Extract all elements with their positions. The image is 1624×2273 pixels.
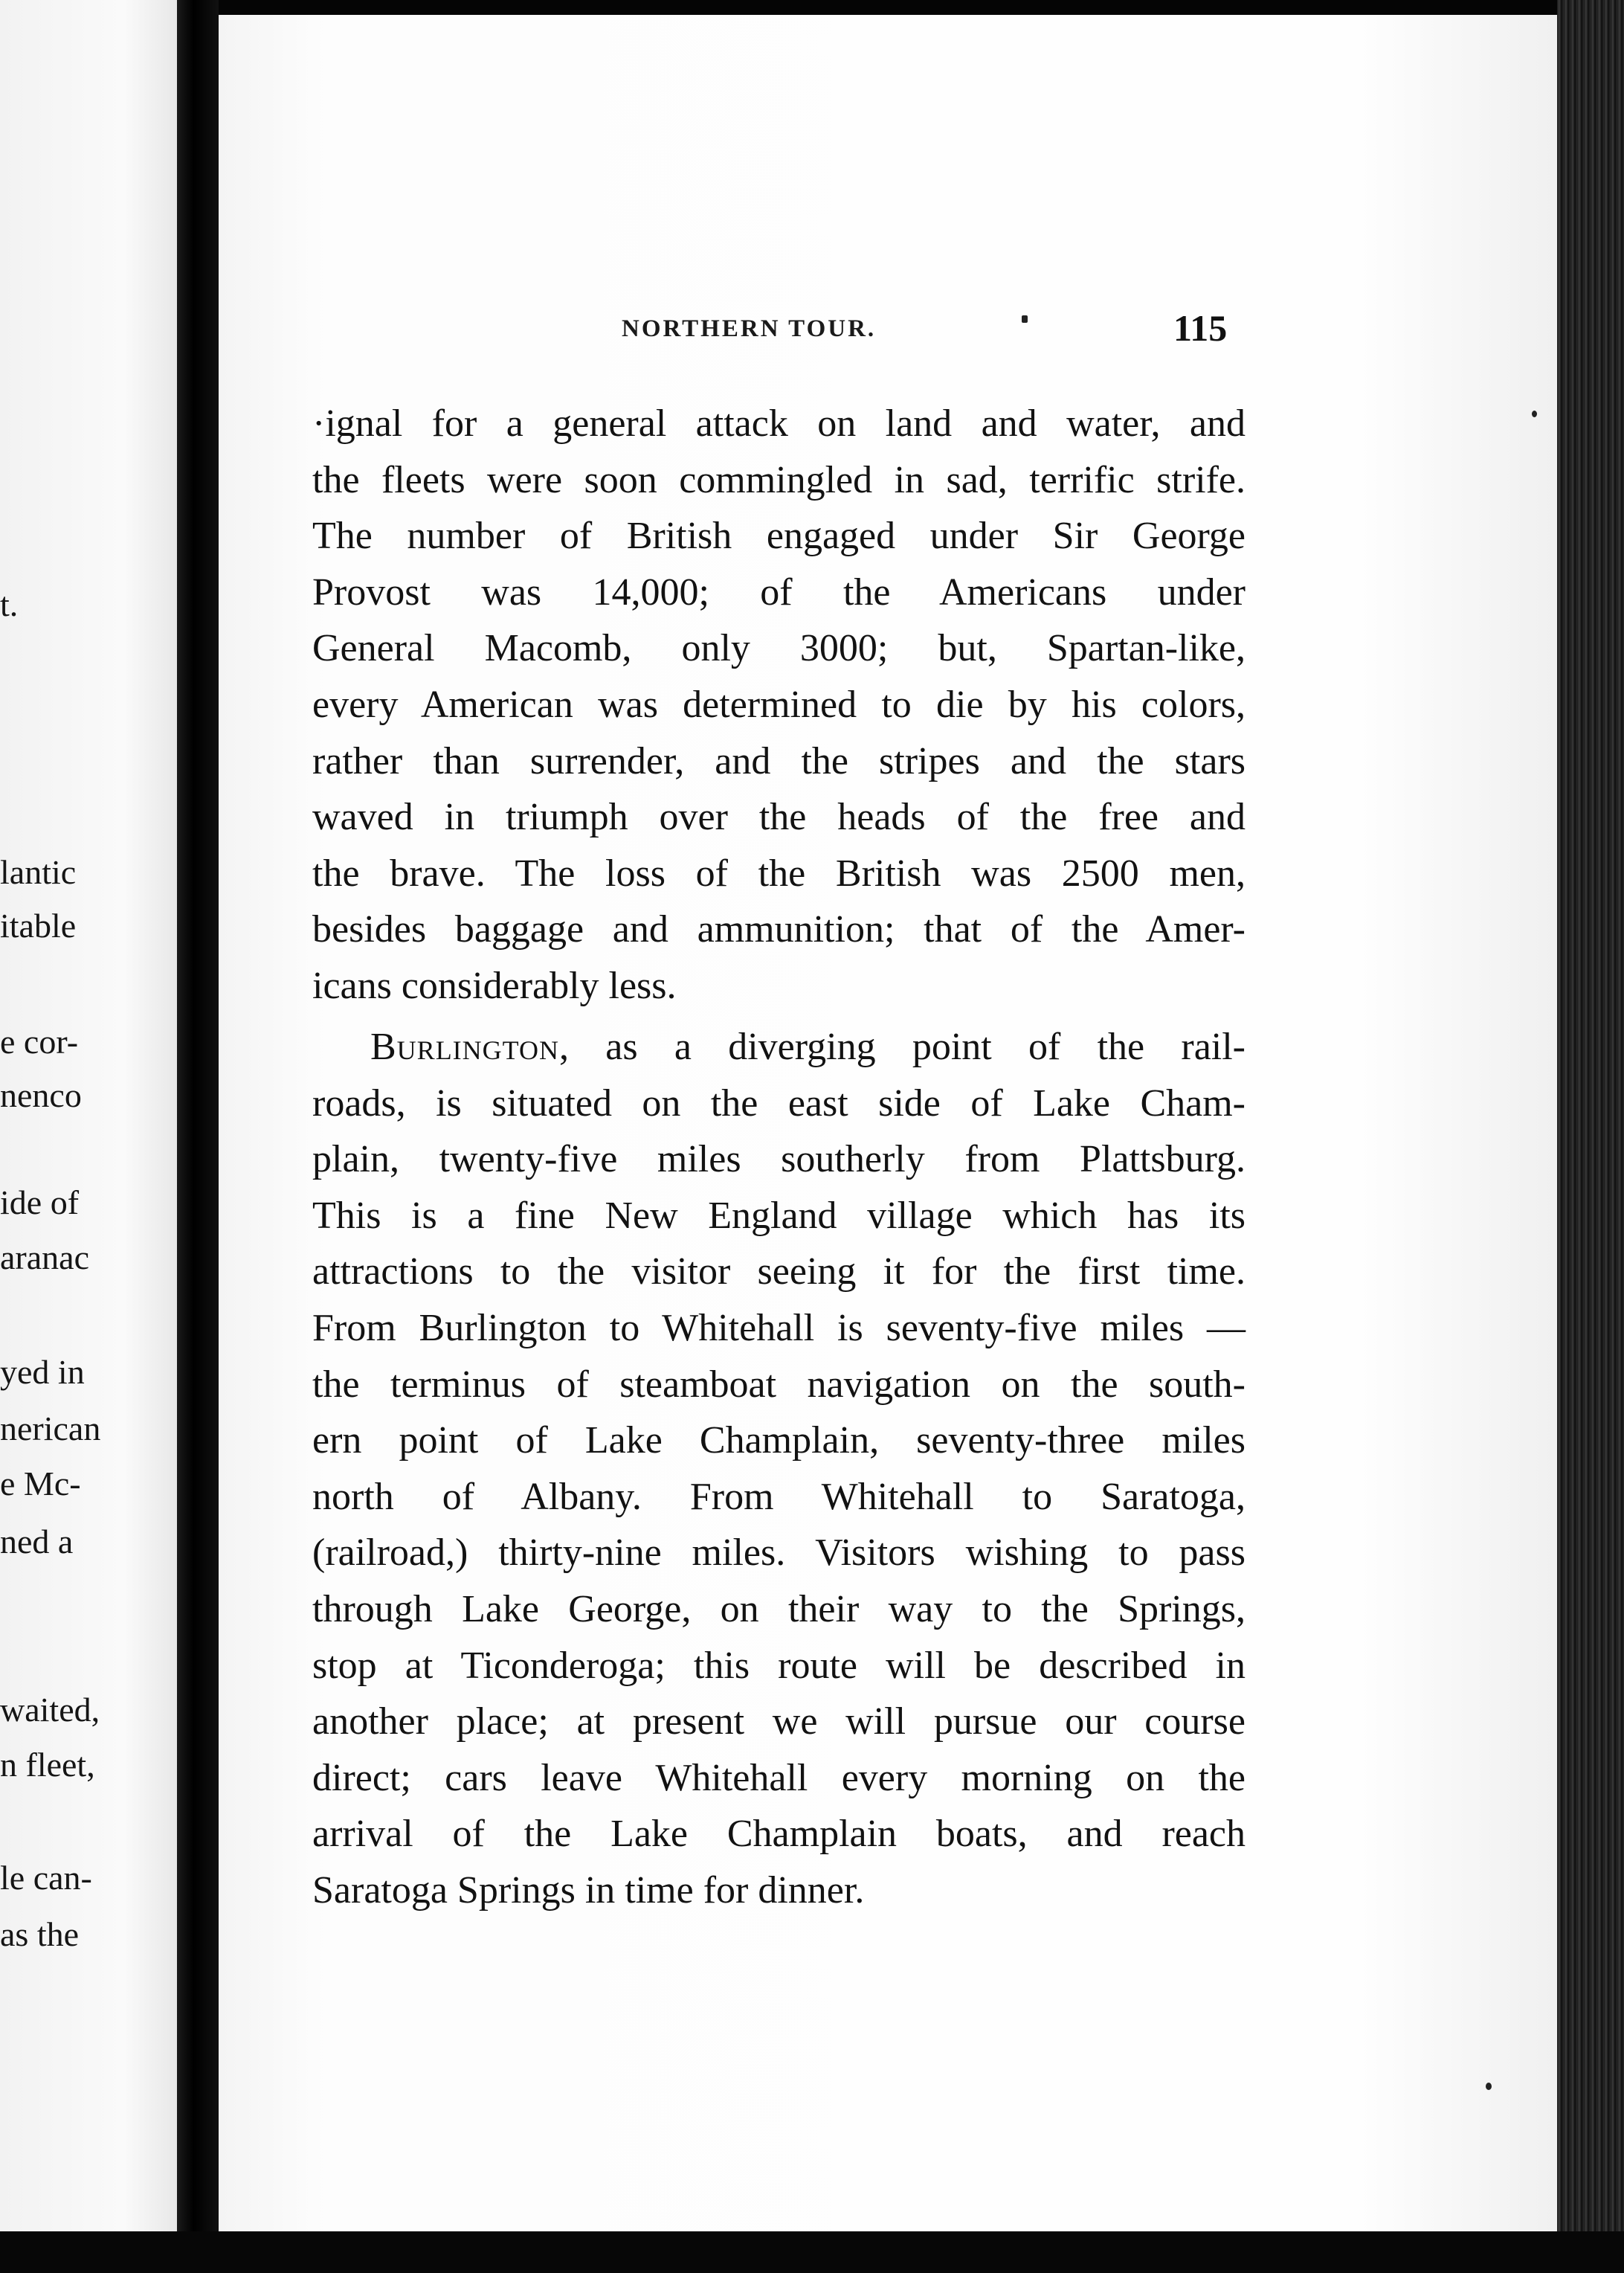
text-line: This is a fine New England village which has its xyxy=(312,1194,1246,1237)
left-fragment: nerican xyxy=(0,1409,101,1447)
text-line: besides baggage and ammunition; that of the Amer- xyxy=(312,908,1246,951)
text-line: the brave. The loss of the British was 2500 men, xyxy=(312,852,1246,895)
text-line: waved in triumph over the heads of the free and xyxy=(312,796,1246,839)
paragraph-1 xyxy=(312,396,1246,1015)
text-line: roads, is situated on the east side of Lake Cham- xyxy=(312,1081,1246,1125)
text-line: plain, twenty-five miles southerly from Plattsburg. xyxy=(312,1138,1246,1181)
left-fragment: ide of xyxy=(0,1183,80,1221)
text-line: every American was determined to die by his colors, xyxy=(312,683,1246,726)
text-line: arrival of the Lake Champlain boats, and reach xyxy=(312,1813,1246,1856)
lead-word-burlington: Burlington xyxy=(370,1026,560,1068)
text-line: Provost was 14,000; of the Americans under xyxy=(312,570,1246,614)
left-fragment: nenco xyxy=(0,1076,82,1114)
running-head: NORTHERN TOUR. xyxy=(622,315,877,342)
left-fragment: t. xyxy=(0,585,19,623)
ink-speck xyxy=(1486,2083,1492,2090)
ink-speck xyxy=(1022,315,1028,323)
paragraph-2 xyxy=(312,1019,1246,1919)
text-line: north of Albany. From Whitehall to Saratoga, xyxy=(312,1475,1246,1518)
text-line: The number of British engaged under Sir George xyxy=(312,515,1246,558)
left-fragment: n fleet, xyxy=(0,1746,95,1784)
text-line xyxy=(312,1019,1246,1076)
book-gutter xyxy=(177,0,219,2273)
left-fragment: itable xyxy=(0,907,77,945)
text-line: through Lake George, on their way to the Springs, xyxy=(312,1587,1246,1630)
lead-line-rest: , as a diverging point of the rail- xyxy=(559,1026,1246,1068)
text-line: the terminus of steamboat navigation on the south- xyxy=(312,1363,1246,1406)
text-line: ern point of Lake Champlain, seventy-three miles xyxy=(312,1419,1246,1462)
text-line: General Macomb, only 3000; but, Spartan-like, xyxy=(312,627,1246,670)
text-line: stop at Ticonderoga; this route will be described in xyxy=(312,1644,1246,1687)
left-fragment: ned a xyxy=(0,1523,74,1560)
text-line: rather than surrender, and the stripes and the stars xyxy=(312,739,1246,782)
left-fragment: le can- xyxy=(0,1859,92,1897)
left-fragment: waited, xyxy=(0,1691,100,1729)
text-line: direct; cars leave Whitehall every morning on the xyxy=(312,1756,1246,1799)
text-line: attractions to the visitor seeing it for the first time. xyxy=(312,1250,1246,1293)
text-line: the fleets were soon commingled in sad, terrific strife. xyxy=(312,458,1246,501)
scan-bottom-band xyxy=(0,2231,1624,2273)
page-block-edge xyxy=(1557,0,1624,2273)
page-number: 115 xyxy=(1173,307,1228,349)
left-fragment: e Mc- xyxy=(0,1465,81,1502)
left-fragment: lantic xyxy=(0,853,77,891)
text-line: (railroad,) thirty-nine miles. Visitors wishing to pass xyxy=(312,1531,1246,1575)
text-line: Saratoga Springs in time for dinner. xyxy=(312,1868,865,1912)
text-line: icans considerably less. xyxy=(312,964,677,1007)
text-line: another place; at present we will pursue our course xyxy=(312,1700,1246,1743)
text-line: ·ignal for a general attack on land and water, and xyxy=(312,402,1246,445)
left-fragment: yed in xyxy=(0,1353,85,1391)
left-fragment: aranac xyxy=(0,1238,89,1276)
ink-speck xyxy=(1532,411,1537,417)
left-fragment: e cor- xyxy=(0,1023,79,1061)
left-page-edge xyxy=(0,0,177,2231)
left-fragment: as the xyxy=(0,1915,80,1953)
text-line: From Burlington to Whitehall is seventy-five miles — xyxy=(312,1306,1246,1349)
